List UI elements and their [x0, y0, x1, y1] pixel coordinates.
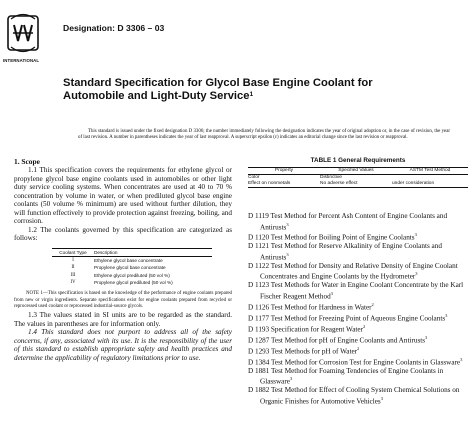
reference-text: D 1882 Test Method for Effect of Cooling System Chemical Solutions on Organic Finishes for Automotive Vehicles	[248, 385, 460, 405]
astm-logo-graphic	[5, 8, 41, 58]
scope-heading: 1. Scope	[14, 157, 40, 166]
reference-footnote: 3	[286, 221, 289, 227]
coolant-type: II	[71, 265, 75, 271]
reference-item	[248, 334, 468, 345]
issued-note	[78, 129, 450, 141]
referenced-documents	[248, 212, 468, 405]
reference-item	[248, 356, 468, 367]
reference-footnote: 3	[380, 395, 383, 401]
reference-text: D 1287 Test Method for pH of Engine Coolants and Antirusts	[248, 336, 426, 345]
cell-property: Color	[248, 175, 260, 180]
scope-paragraph-4: 1.4 This standard does not purport to address all of the safety concerns, if any, associated with its use. It is the responsibility of the user of this standard to establish appropriate safety and health practices and determine the applicability of regulatory limitations prior to use.	[14, 328, 232, 362]
coolant-type: I	[72, 257, 74, 263]
reference-item	[248, 367, 468, 386]
reference-item	[248, 281, 468, 300]
cell-value: No adverse effect	[320, 181, 358, 186]
coolant-type: III	[70, 272, 76, 278]
scope-paragraph-3: 1.3 The values stated in SI units are to be regarded as the standard. The values in parentheses are for information only.	[14, 311, 232, 328]
requirements-table-header	[248, 167, 468, 175]
reference-footnote: 3	[286, 251, 289, 257]
reference-text: D 1881 Test Method for Foaming Tendencies of Engine Coolants in Glassware	[248, 366, 444, 386]
coolant-header-desc: Description	[94, 249, 118, 255]
reference-footnote: 2	[357, 345, 360, 351]
coolant-row	[52, 272, 232, 280]
header-specified-values: Specified Values	[338, 168, 374, 173]
reference-footnote: 2	[371, 301, 374, 307]
reference-footnote: 3	[330, 290, 333, 296]
reference-item	[248, 312, 468, 323]
reference-footnote: 3	[460, 356, 463, 362]
reference-item	[248, 345, 468, 356]
title-footnote-marker: 1	[249, 90, 254, 98]
coolant-type: IV	[70, 280, 76, 286]
reference-item	[248, 242, 468, 261]
reference-footnote: 3	[425, 334, 428, 340]
reference-text: D 1123 Test Methods for Water in Engine Coolant Concentrate by the Karl Fischer Reagent Method	[248, 281, 464, 301]
reference-footnote: 3	[414, 232, 417, 238]
coolant-description: Propylene glycol base concentrate	[94, 265, 166, 271]
reference-footnote: 2	[362, 323, 366, 329]
coolant-description: Ethylene glycol prediluted (50 vol %)	[94, 272, 170, 278]
header-property: Property	[274, 168, 294, 173]
right-column	[248, 150, 468, 405]
reference-text: D 1120 Test Method for Boiling Point of Engine Coolants	[248, 233, 415, 242]
reference-item	[248, 212, 468, 231]
issued-note-text: This standard is issued under the fixed designation D 3306; the number immediately following the designation indicates the year of original adoption or, in the case of revision, the year of last revision. A number in parentheses indicates the year of last reapproval. A superscript epsilon (ε) indicates an editorial change since the last revision or reapproval.	[78, 129, 450, 141]
reference-text: D 1126 Test Method for Hardness in Water	[248, 303, 372, 312]
designation: Designation: D 3306 – 03	[63, 23, 165, 33]
reference-text: D 1177 Test Method for Freezing Point of Aqueous Engine Coolants	[248, 314, 446, 323]
coolant-header-type: Coolant Type	[59, 249, 87, 255]
coolant-table-header	[52, 248, 212, 257]
reference-item	[248, 301, 468, 312]
note-1: NOTE 1—This specification is based on the knowledge of the performance of engine coolants prepared from new or virgin ingredients. Separate specifications exist for engine coolants prepared from recycled or reprocessed used coolant or reprocessed industrial-source glycols.	[14, 291, 232, 309]
reference-text: D 1121 Test Method for Reserve Alkalinity of Engine Coolants and Antirusts	[248, 242, 442, 262]
reference-text: D 1193 Specification for Reagent Water	[248, 325, 363, 334]
requirements-table-caption: TABLE 1 General Requirements	[310, 157, 406, 164]
cell-method: under consideration	[392, 181, 435, 186]
table-row	[248, 181, 468, 188]
coolant-row	[52, 265, 232, 273]
astm-logo	[5, 8, 41, 60]
coolant-row	[52, 257, 232, 265]
scope-paragraph-2: 1.2 The coolants governed by this specification are categorized as follows:	[14, 225, 232, 243]
coolant-type-table	[52, 248, 232, 287]
reference-text: D 1384 Test Method for Corrosion Test for Engine Coolants in Glassware	[248, 357, 461, 366]
logo-subtext: INTERNATIONAL	[3, 58, 40, 63]
cell-value: Distinctive	[320, 175, 342, 180]
reference-item	[248, 323, 468, 334]
reference-text: D 1119 Test Method for Percent Ash Content of Engine Coolants and Antirusts	[248, 212, 448, 231]
reference-footnote: 3	[289, 376, 293, 382]
reference-item	[248, 386, 468, 405]
requirements-table	[248, 157, 468, 188]
reference-footnote: 3	[415, 271, 418, 277]
header-test-method: ASTM Test Method	[409, 168, 451, 173]
coolant-description: Propylene glycol prediluted (50 vol %)	[94, 280, 173, 286]
coolant-row	[52, 280, 232, 288]
scope-paragraph-1: 1.1 This specification covers the requirements for ethylene glycol or propylene glycol base engine coolants used in automobiles or other light duty service cooling systems. When concentrates are used at 40 to 70 % concentration by volume in water, or when prediluted glycol base engine coolants (50 volume % minimum) are used without further dilution, they will function effectively to provide protection against freezing, boiling, and corrosion.	[14, 166, 232, 226]
title-text: Standard Specification for Glycol Base Engine Coolant for Automobile and Light-Duty Service	[63, 77, 373, 102]
page-title	[63, 77, 403, 102]
left-column	[14, 150, 232, 362]
reference-item	[248, 262, 468, 281]
reference-text: D 1122 Test Method for Density and Relative Density of Engine Coolant Concentrates and Engine Coolants by the Hydrometer	[248, 261, 458, 281]
cell-property: Effect on nonmetals	[248, 181, 291, 186]
coolant-description: Ethylene glycol base concentrate	[94, 257, 163, 263]
reference-footnote: 3	[445, 312, 448, 318]
reference-item	[248, 231, 468, 242]
reference-text: D 1293 Test Methods for pH of Water	[248, 347, 358, 356]
